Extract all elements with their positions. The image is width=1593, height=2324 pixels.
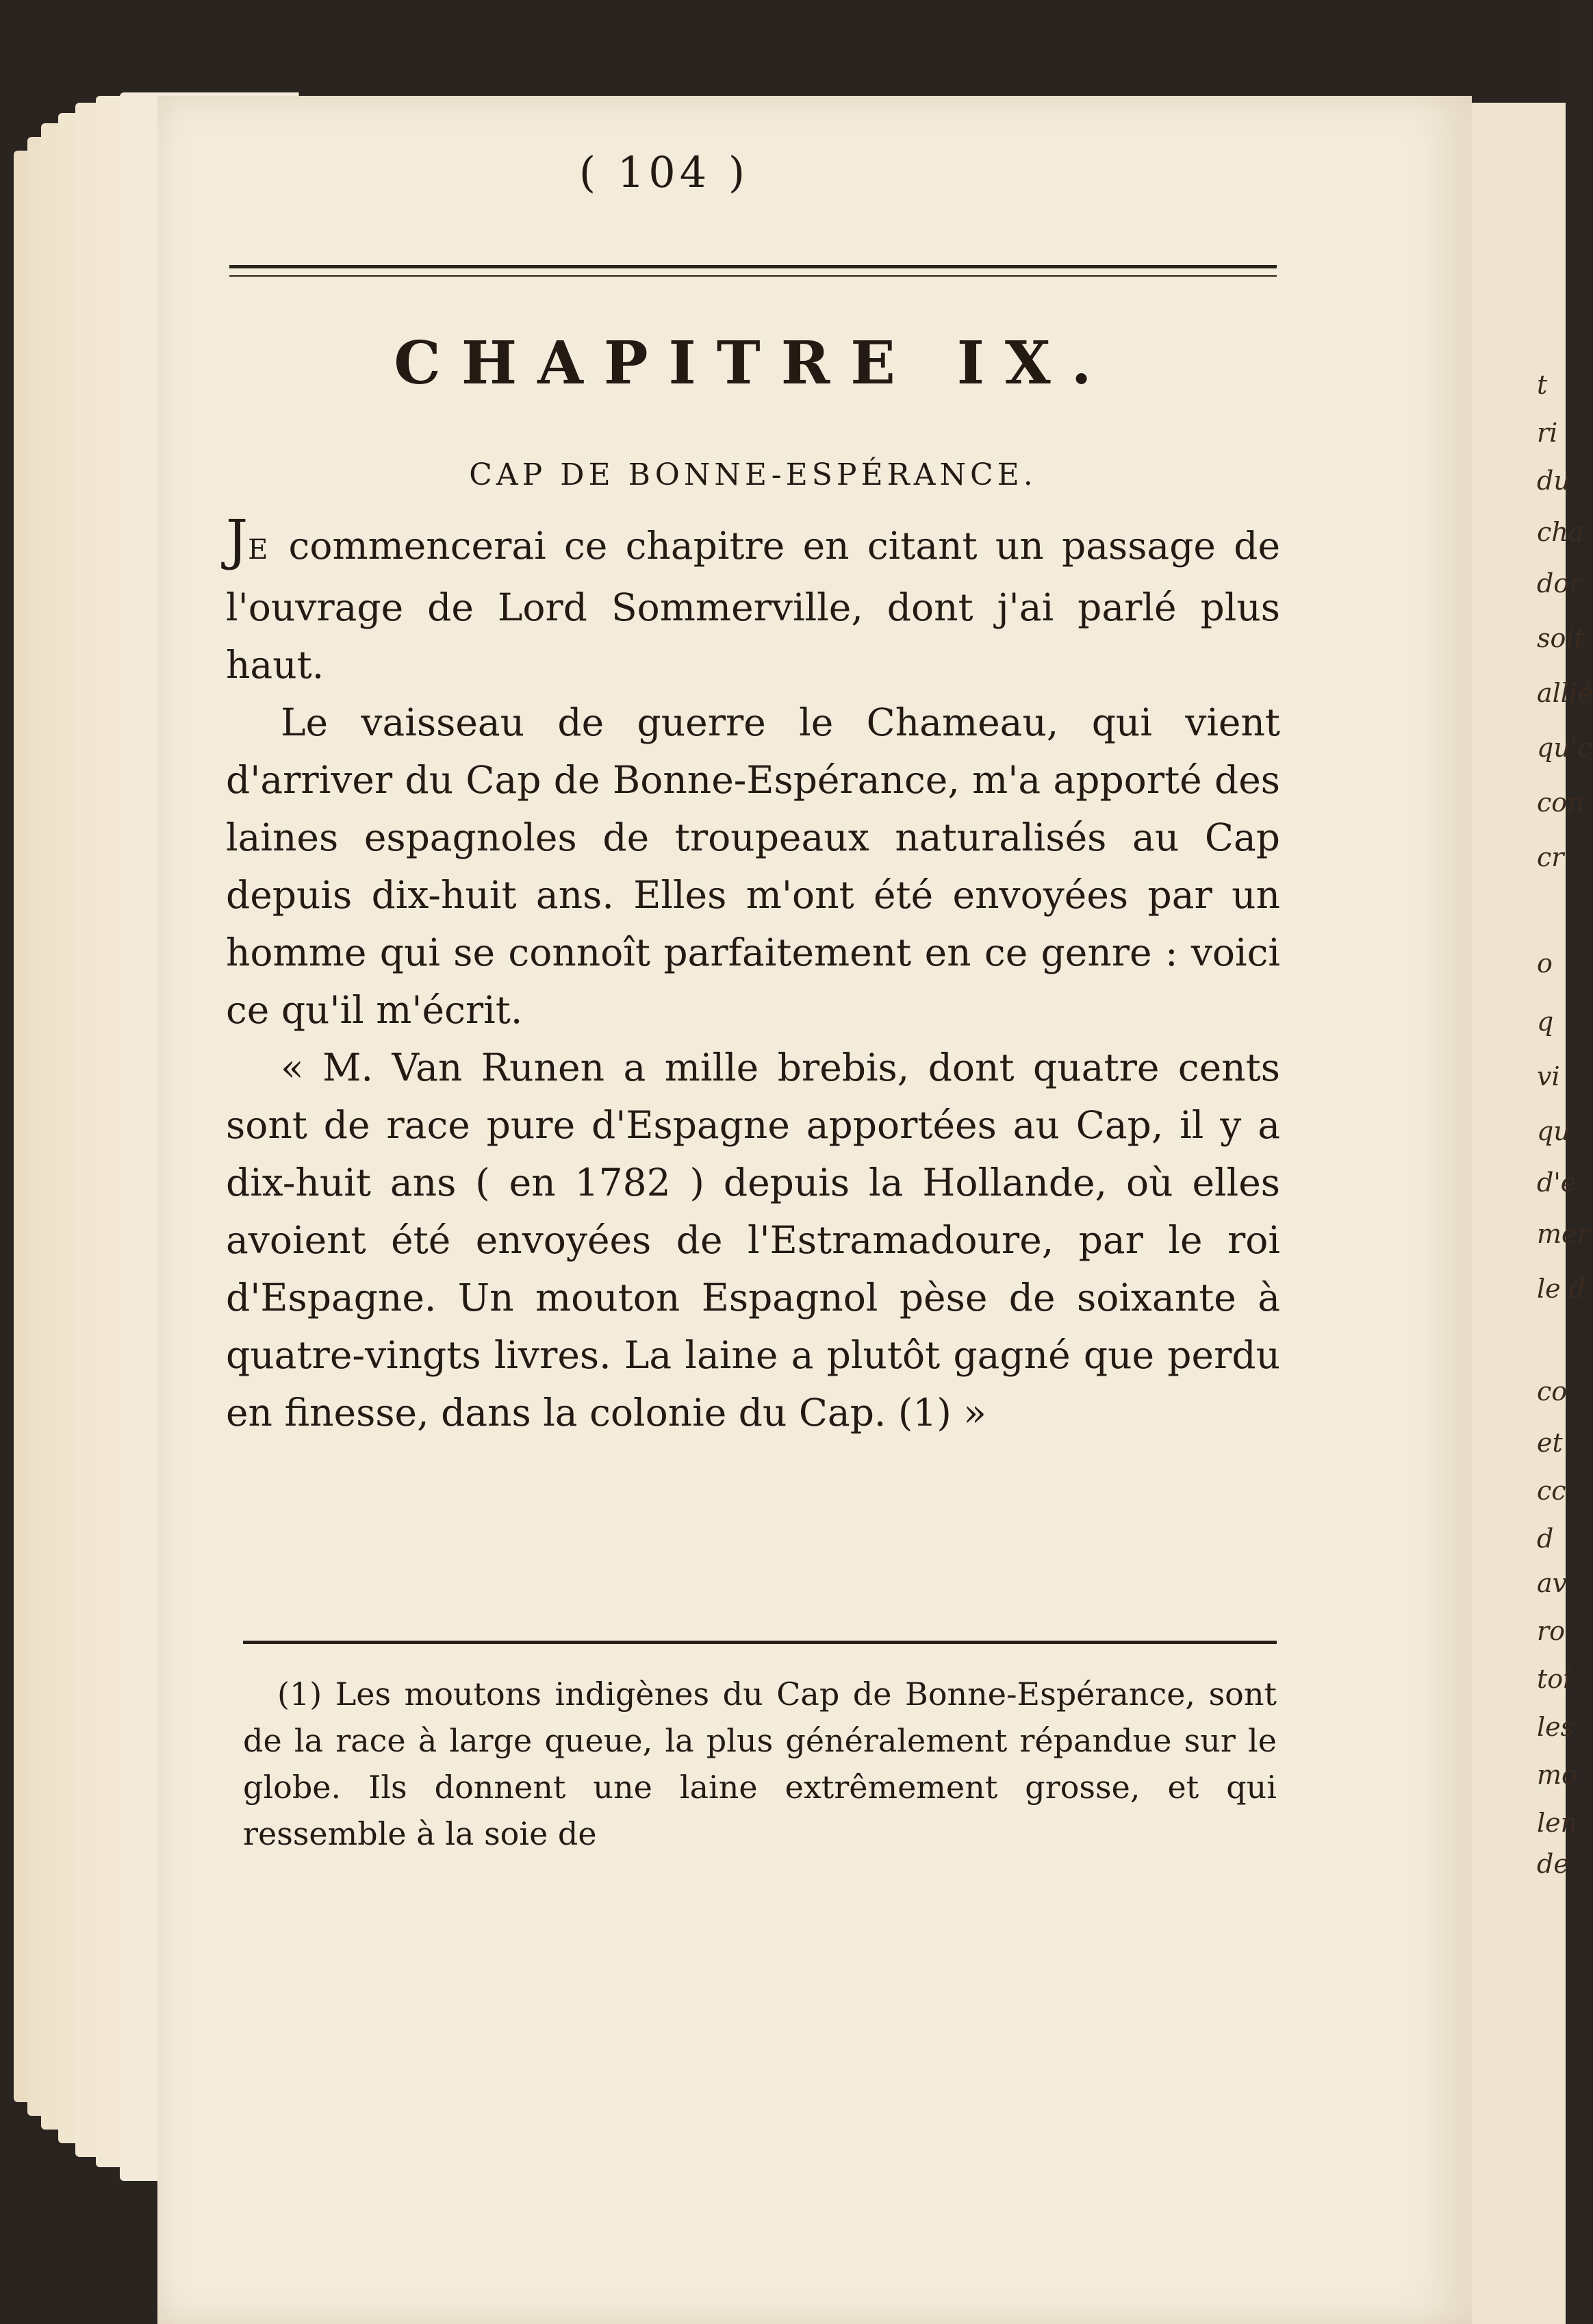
footnote xyxy=(243,1671,1277,1857)
facing-page-fragment: dor xyxy=(1537,568,1582,598)
footnote-rule xyxy=(243,1641,1277,1644)
small-cap: E xyxy=(248,534,271,566)
paragraph-1 xyxy=(226,508,1280,694)
facing-page-fragment: mo xyxy=(1537,1760,1577,1790)
facing-page-fragment: q xyxy=(1537,1007,1554,1037)
facing-page-fragment: len xyxy=(1537,1808,1578,1838)
facing-page-fragment: mer xyxy=(1537,1219,1590,1249)
facing-page-fragment: et xyxy=(1537,1428,1563,1458)
facing-page-fragment: du xyxy=(1537,466,1570,496)
facing-page-fragment: de xyxy=(1537,1849,1569,1879)
header-rule xyxy=(229,265,1277,268)
facing-page-fragment: t xyxy=(1537,370,1548,400)
facing-page-fragment: qu'c xyxy=(1537,733,1592,763)
facing-page-fragment: cr xyxy=(1537,842,1564,872)
facing-page-fragment: o xyxy=(1537,948,1553,978)
chapter-title: CHAPITRE IX. xyxy=(394,329,1112,398)
facing-page-fragment: av xyxy=(1537,1568,1568,1598)
facing-page-fragment: d xyxy=(1537,1524,1554,1554)
facing-page-fragment: con xyxy=(1537,787,1584,818)
paragraph-3: « M. Van Runen a mille brebis, dont quatre cents sont de race pure d'Espagne apportées au Cap, il y a dix-huit ans ( en 1782 ) depuis la Hollande, où elles avoient été envoyées de l'Estramadoure, par le roi d'Espagne. Un mouton Espagnol pèse de soixante à quatre-vingts livres. La laine a plutôt gagné que perdu en finesse, dans la colonie du Cap. (1) » xyxy=(226,1046,1280,1435)
body-text xyxy=(226,508,1280,1441)
header-rule-thin xyxy=(229,275,1277,277)
page-number: ( 104 ) xyxy=(578,147,750,197)
facing-page-fragment: d'e xyxy=(1537,1167,1577,1198)
facing-page-fragment: cc xyxy=(1537,1476,1566,1506)
drop-cap: J xyxy=(226,508,248,572)
facing-page-fragment: ri xyxy=(1537,418,1558,448)
facing-page-fragment: qu xyxy=(1537,1116,1570,1146)
paragraph-1-text: commencerai ce chapitre en citant un passage de l'ouvrage de Lord Sommerville, dont j'ai parlé plus haut. xyxy=(226,524,1280,687)
facing-page-fragment: soit xyxy=(1537,623,1585,653)
facing-page-fragment: ro xyxy=(1537,1616,1566,1646)
facing-page-fragment: co xyxy=(1537,1376,1568,1406)
facing-page-fragment: toi xyxy=(1537,1664,1572,1694)
facing-page-fragment: cha xyxy=(1537,517,1584,547)
chapter-subtitle: CAP DE BONNE-ESPÉRANCE. xyxy=(469,457,1037,492)
facing-page-fragment: le d xyxy=(1537,1274,1586,1304)
facing-page-fragment: allié xyxy=(1537,678,1593,708)
footnote-text: (1) Les moutons indigènes du Cap de Bonne-Espérance, sont de la race à large queue, la plus généralement répandue sur le globe. Ils donnent une laine extrêmement grosse, et qui ressemble à la soie de xyxy=(243,1676,1277,1852)
facing-page-fragment: les xyxy=(1537,1712,1575,1742)
paragraph-2: Le vaisseau de guerre le Chameau, qui vient d'arriver du Cap de Bonne-Espérance, m'a apporté des laines espagnoles de troupeaux naturalisés au Cap depuis dix-huit ans. Elles m'ont été envoyées par un homme qui se connoît parfaitement en ce genre : voici ce qu'il m'écrit. xyxy=(226,700,1280,1032)
facing-page-fragment: vi xyxy=(1537,1061,1560,1091)
